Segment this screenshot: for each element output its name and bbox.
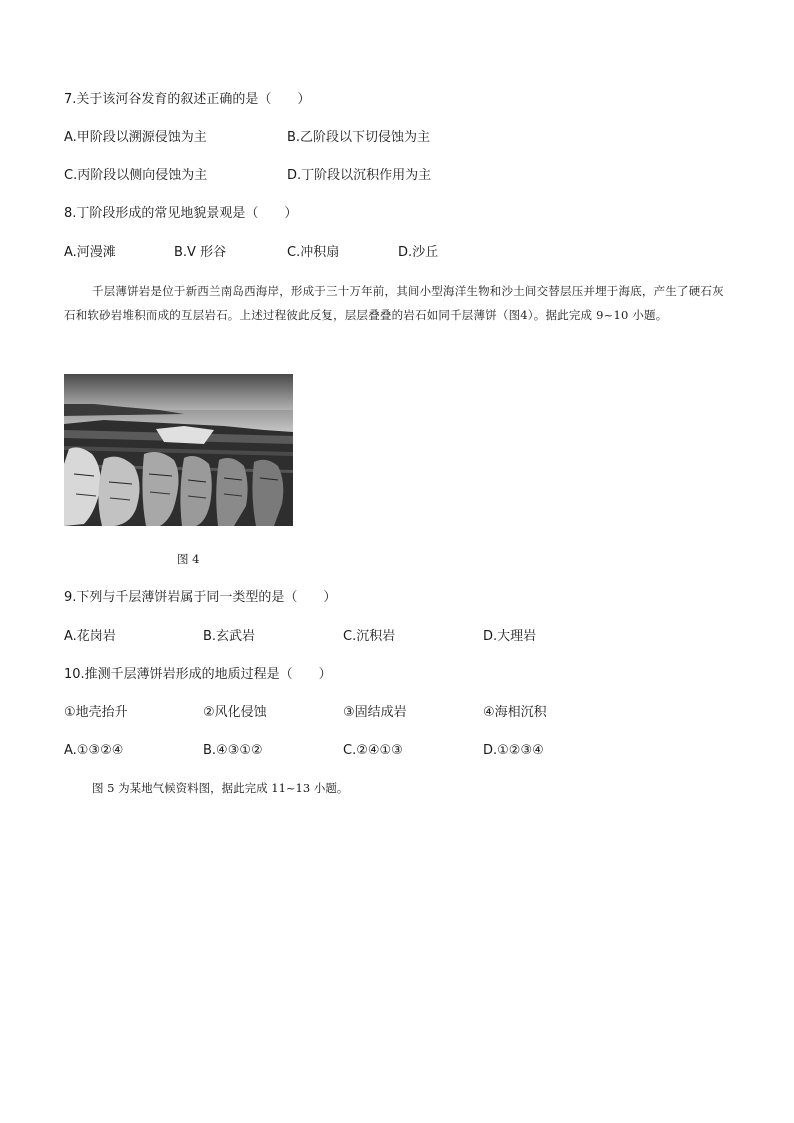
q9-stem: 9.下列与千层薄饼岩属于同一类型的是（ ） xyxy=(64,590,337,605)
passage-text: 千层薄饼岩是位于新西兰南岛西海岸，形成于三十万年前，其间小型海洋生物和沙土间交替层压并埋于海底，产生了硬石灰石和软砂岩堆积而成的互层岩石。上述过程彼此反复，层层叠叠的岩石如同千层薄饼（图4）。据此完成 9~10 小题。 xyxy=(64,284,724,322)
q7-option-a: A.甲阶段以溯源侵蚀为主 xyxy=(64,130,207,145)
pancake-rocks-illustration xyxy=(64,374,293,526)
q10-step-3: ③固结成岩 xyxy=(343,705,407,720)
q10-step-2: ②风化侵蚀 xyxy=(203,705,267,720)
q10-option-c: C.②④①③ xyxy=(343,743,403,758)
q9-option-c: C.沉积岩 xyxy=(343,629,396,644)
q9-option-d: D.大理岩 xyxy=(483,629,537,644)
q10-option-a: A.①③②④ xyxy=(64,743,124,758)
q10-stem: 10.推测千层薄饼岩形成的地质过程是（ ） xyxy=(64,667,332,682)
q9-option-a: A.花岗岩 xyxy=(64,629,116,644)
q8-option-d: D.沙丘 xyxy=(398,245,439,260)
q9-option-b: B.玄武岩 xyxy=(203,629,256,644)
q7-option-b: B.乙阶段以下切侵蚀为主 xyxy=(287,130,431,145)
q10-option-d: D.①②③④ xyxy=(483,743,544,758)
pancake-rocks-photo xyxy=(64,374,293,526)
q8-option-a: A.河漫滩 xyxy=(64,245,116,260)
q8-stem: 8.丁阶段形成的常见地貌景观是（ ） xyxy=(64,206,298,221)
q8-option-b: B.V 形谷 xyxy=(174,245,227,260)
q7-option-d: D.丁阶段以沉积作用为主 xyxy=(287,168,432,183)
q10-option-b: B.④③①② xyxy=(203,743,263,758)
q7-option-c: C.丙阶段以侧向侵蚀为主 xyxy=(64,168,208,183)
q7-stem: 7.关于该河谷发育的叙述正确的是（ ） xyxy=(64,92,311,107)
q10-step-1: ①地壳抬升 xyxy=(64,705,128,720)
figure-4-caption: 图 4 xyxy=(177,552,200,566)
q8-option-c: C.冲积扇 xyxy=(287,245,340,260)
figure-5-intro: 图 5 为某地气候资料图，据此完成 11~13 小题。 xyxy=(92,781,349,795)
q10-step-4: ④海相沉积 xyxy=(483,705,547,720)
